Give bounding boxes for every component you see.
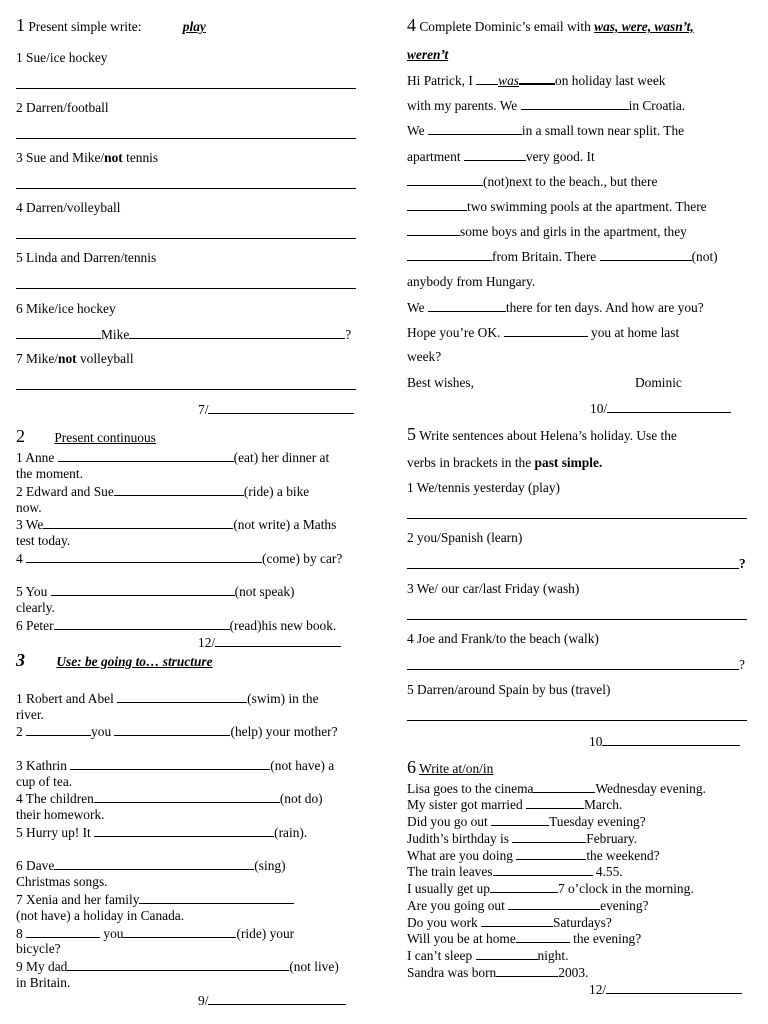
- ex3-l7-blank[interactable]: [139, 891, 294, 904]
- ex4-l4-post: very good. It: [525, 149, 595, 164]
- ex6-l4-post: February.: [586, 831, 638, 846]
- ex2-line-3b: test today.: [16, 533, 71, 548]
- ex2-l2-post: (ride) a bike: [243, 484, 310, 499]
- ex1-title: Present simple write:: [28, 19, 142, 34]
- ex2-l1-pre: 1 Anne: [16, 450, 58, 465]
- ex2-l3-post: (not write) a Maths: [233, 517, 337, 532]
- ex4-line-7: [407, 223, 687, 239]
- ex6-l12-pre: Sandra was born: [407, 965, 497, 980]
- ex1-item-6-blank-2[interactable]: [129, 326, 345, 339]
- ex2-line-5b: clearly.: [16, 600, 55, 615]
- ex5-score: [589, 733, 740, 749]
- ex3-line-9a: [16, 958, 339, 974]
- ex3-l8-mid: you: [100, 926, 124, 941]
- ex4-title-words: was, were, wasn’t,: [594, 19, 694, 34]
- ex4-l8-blank-1[interactable]: [407, 248, 492, 261]
- ex6-l8-pre: Are you going out: [407, 898, 509, 913]
- ex4-l3-pre: We: [407, 123, 428, 138]
- ex3-l8-blank-1[interactable]: [26, 925, 100, 938]
- ex4-l1-blank-2[interactable]: [519, 71, 555, 85]
- ex1-item-7-end: volleyball: [76, 351, 134, 366]
- ex6-heading: [407, 757, 494, 777]
- ex3-title: Use: be going to… structure: [56, 654, 213, 669]
- ex2-title: Present continuous: [54, 430, 156, 445]
- ex6-l9-post: Saturdays?: [553, 915, 612, 930]
- ex3-score: [198, 992, 346, 1008]
- ex1-item-3-text: 3 Sue and Mike/: [16, 150, 105, 165]
- ex2-line-2a: [16, 483, 309, 499]
- ex6-l12-blank[interactable]: [496, 964, 558, 977]
- ex1-item-6: 6 Mike/ice hockey: [16, 301, 116, 316]
- ex6-l5-post: the weekend?: [586, 848, 660, 863]
- ex2-heading: [16, 426, 156, 446]
- ex2-line-4: [16, 550, 342, 566]
- ex1-item-4: 4 Darren/volleyball: [16, 200, 121, 215]
- ex6-l11-blank[interactable]: [476, 947, 538, 960]
- ex6-l3-blank[interactable]: [491, 813, 549, 826]
- ex3-line-4a: [16, 790, 323, 806]
- ex1-item-6-blank-1[interactable]: [16, 326, 101, 339]
- ex3-score-label: 9/: [198, 993, 209, 1008]
- ex5-item-3: 3 We/ our car/last Friday (wash): [407, 581, 580, 596]
- ex4-l7-post: some boys and girls in the apartment, they: [460, 224, 687, 239]
- ex4-line-6: [407, 198, 707, 214]
- ex6-line-8: [407, 897, 649, 913]
- ex4-line-5: [407, 173, 657, 189]
- ex6-line-4: [407, 830, 637, 846]
- ex5-answer-line-2[interactable]: [407, 568, 739, 569]
- ex1-item-5: 5 Linda and Darren/tennis: [16, 250, 157, 265]
- ex6-line-5: [407, 847, 660, 863]
- ex6-number: 6: [407, 757, 416, 777]
- ex6-line-7: [407, 880, 694, 896]
- ex6-l7-post: 7 o’clock in the morning.: [557, 881, 694, 896]
- ex6-l10-blank[interactable]: [516, 930, 570, 943]
- ex3-line-5: [16, 824, 307, 840]
- ex6-l9-blank[interactable]: [481, 914, 553, 927]
- ex5-title: Write sentences about Helena’s holiday. Use the: [419, 428, 677, 443]
- ex5-title-2-text: verbs in brackets in the: [407, 455, 535, 470]
- ex4-l8-mid: from Britain. There: [492, 249, 600, 264]
- ex6-line-2: [407, 796, 622, 812]
- ex2-l4-blank[interactable]: [26, 550, 262, 563]
- ex4-l1-answer: was: [498, 73, 520, 88]
- ex6-line-6: [407, 863, 623, 879]
- ex4-l2-pre: with my parents. We: [407, 98, 521, 113]
- ex5-heading: [407, 424, 677, 444]
- ex4-l1-blank-1[interactable]: [476, 72, 498, 85]
- ex4-line-1: [407, 71, 665, 88]
- ex3-l5-post: (rain).: [274, 825, 308, 840]
- ex3-l1-blank[interactable]: [117, 690, 247, 703]
- ex1-answer-line-7[interactable]: [16, 389, 356, 390]
- ex1-answer-line-1[interactable]: [16, 88, 356, 89]
- ex6-line-9: [407, 914, 612, 930]
- ex4-l7-blank[interactable]: [407, 223, 460, 236]
- ex6-l7-pre: I usually get up: [407, 881, 490, 896]
- ex6-l5-pre: What are you doing: [407, 848, 517, 863]
- ex2-line-1a: [16, 449, 329, 465]
- ex3-l8-pre: 8: [16, 926, 27, 941]
- ex3-line-1b: river.: [16, 707, 44, 722]
- ex3-l6-post: (sing): [254, 858, 286, 873]
- ex6-l1-post: Wednesday evening.: [595, 781, 706, 796]
- ex1-item-2: 2 Darren/football: [16, 100, 109, 115]
- ex2-line-2b: now.: [16, 500, 42, 515]
- ex2-line-5a: [16, 583, 295, 599]
- ex6-l8-blank[interactable]: [508, 897, 600, 910]
- ex2-l6-post: (read)his new book.: [229, 618, 337, 633]
- ex6-l8-post: evening?: [600, 898, 649, 913]
- ex5-title-bold: past simple.: [534, 455, 603, 470]
- ex6-l4-pre: Judith’s birthday is: [407, 831, 513, 846]
- ex2-l2-blank[interactable]: [114, 483, 244, 496]
- ex4-signoff: Best wishes,: [407, 375, 474, 390]
- ex4-signature: Dominic: [635, 375, 682, 390]
- ex1-heading: [16, 15, 206, 35]
- ex1-word: play: [182, 19, 206, 34]
- ex4-number: 4: [407, 15, 416, 35]
- ex6-score: [589, 981, 742, 997]
- ex3-line-6a: [16, 857, 286, 873]
- ex5-answer-line-5[interactable]: [407, 720, 747, 721]
- ex3-line-8b: bicycle?: [16, 941, 61, 956]
- ex3-l2-blank-2[interactable]: [114, 723, 230, 736]
- ex3-line-7a: [16, 891, 294, 907]
- ex4-l6-blank[interactable]: [407, 198, 467, 211]
- ex3-l9-pre: 9 My dad: [16, 959, 68, 974]
- ex4-l3-post: in a small town near split. The: [521, 123, 685, 138]
- ex1-answer-line-2[interactable]: [16, 138, 356, 139]
- ex6-l2-blank[interactable]: [526, 796, 584, 809]
- ex6-l10-pre: Will you be at home: [407, 931, 516, 946]
- ex3-line-1a: [16, 690, 319, 706]
- ex1-score-blank[interactable]: [208, 401, 354, 414]
- ex3-line-9b: in Britain.: [16, 975, 71, 990]
- ex3-number: 3: [16, 650, 25, 670]
- ex3-l9-blank[interactable]: [67, 958, 289, 971]
- ex4-line-8: [407, 248, 718, 264]
- ex4-heading: [407, 15, 694, 35]
- ex1-number: 1: [16, 15, 25, 35]
- ex6-line-12: [407, 964, 588, 980]
- ex3-l6-pre: 6 Dave: [16, 858, 55, 873]
- ex6-line-11: [407, 947, 568, 963]
- ex1-answer-line-4[interactable]: [16, 238, 356, 239]
- ex6-line-3: [407, 813, 646, 829]
- ex2-score: [198, 634, 341, 650]
- ex5-item-4-qmark: ?: [739, 657, 745, 672]
- ex2-l5-blank[interactable]: [51, 583, 235, 596]
- ex4-l2-blank[interactable]: [521, 97, 629, 110]
- ex2-l5-post: (not speak): [234, 584, 295, 599]
- ex4-l5-blank[interactable]: [407, 173, 483, 186]
- ex3-line-7b: (not have) a holiday in Canada.: [16, 908, 185, 923]
- ex6-score-label: 12/: [589, 982, 607, 997]
- ex6-title: Write at/on/in: [419, 761, 494, 776]
- ex6-l1-blank[interactable]: [533, 780, 595, 793]
- ex5-item-2-qmark: ?: [739, 556, 746, 571]
- ex4-title-words-2: weren’t: [407, 47, 449, 62]
- ex3-line-3b: cup of tea.: [16, 774, 73, 789]
- ex6-l11-post: night.: [537, 948, 569, 963]
- ex1-item-1: 1 Sue/ice hockey: [16, 50, 108, 65]
- ex2-l5-pre: 5 You: [16, 584, 51, 599]
- ex4-line-9: anybody from Hungary.: [407, 274, 536, 289]
- ex2-line-1b: the moment.: [16, 466, 83, 481]
- ex4-l11-blank[interactable]: [504, 324, 588, 337]
- ex3-l2-pre: 2: [16, 724, 27, 739]
- ex2-l1-blank[interactable]: [58, 449, 234, 462]
- ex3-l4-pre: 4 The children: [16, 791, 94, 806]
- ex1-score-label: 7/: [198, 402, 209, 417]
- ex1-item-3-end: tennis: [122, 150, 159, 165]
- ex1-item-3-not: not: [104, 150, 123, 165]
- ex5-answer-line-4[interactable]: [407, 669, 739, 670]
- ex6-l7-blank[interactable]: [490, 880, 558, 893]
- ex1-item-6-mike: Mike: [101, 327, 130, 342]
- ex1-item-7: [16, 351, 134, 366]
- ex4-l2-post: in Croatia.: [628, 98, 686, 113]
- ex1-item-6-qmark: ?: [345, 327, 352, 342]
- ex3-heading: [16, 650, 213, 670]
- ex3-l5-blank[interactable]: [94, 824, 274, 837]
- ex1-item-7-text: 7 Mike/: [16, 351, 59, 366]
- ex1-item-7-not: not: [58, 351, 77, 366]
- ex3-l3-blank[interactable]: [70, 757, 270, 770]
- ex4-l11-pre: Hope you’re OK.: [407, 325, 504, 340]
- ex3-l5-pre: 5 Hurry up! It: [16, 825, 95, 840]
- ex4-l4-blank[interactable]: [464, 148, 526, 161]
- ex6-l2-pre: My sister got married: [407, 797, 527, 812]
- ex4-l10-pre: We: [407, 300, 428, 315]
- ex4-l10-blank[interactable]: [428, 299, 506, 312]
- ex3-line-3a: [16, 757, 334, 773]
- ex2-l3-blank[interactable]: [43, 516, 233, 529]
- ex3-l8-blank-2[interactable]: [123, 925, 236, 938]
- ex1-item-3: [16, 150, 158, 165]
- ex3-l3-pre: 3 Kathrin: [16, 758, 71, 773]
- ex1-answer-line-3[interactable]: [16, 188, 356, 189]
- ex6-line-1: [407, 780, 706, 796]
- ex4-line-4: [407, 148, 595, 164]
- ex5-answer-line-1[interactable]: [407, 518, 747, 519]
- ex3-line-2: [16, 723, 338, 739]
- ex2-l1-post: (eat) her dinner at: [233, 450, 330, 465]
- ex4-score: [590, 400, 731, 416]
- ex3-l9-post: (not live): [289, 959, 339, 974]
- ex2-l6-blank[interactable]: [54, 617, 230, 630]
- ex6-l6-post: 4.55.: [592, 864, 623, 879]
- ex1-item-6-answer: [16, 326, 351, 342]
- ex3-l1-post: (swim) in the: [247, 691, 319, 706]
- ex4-score-label: 10/: [590, 401, 608, 416]
- ex4-line-2: [407, 97, 685, 113]
- ex3-l4-blank[interactable]: [94, 790, 280, 803]
- ex2-l4-pre: 4: [16, 551, 27, 566]
- ex5-number: 5: [407, 424, 416, 444]
- ex6-l9-pre: Do you work: [407, 915, 482, 930]
- ex6-l4-blank[interactable]: [512, 830, 586, 843]
- ex4-l11-post: you at home last: [587, 325, 680, 340]
- ex6-l12-post: 2003.: [558, 965, 589, 980]
- ex4-score-blank[interactable]: [607, 400, 731, 413]
- ex6-l11-pre: I can’t sleep: [407, 948, 476, 963]
- ex2-line-3a: [16, 516, 336, 532]
- ex3-score-blank[interactable]: [208, 992, 346, 1005]
- ex4-title: Complete Dominic’s email with: [419, 19, 595, 34]
- ex6-l1-pre: Lisa goes to the cinema: [407, 781, 534, 796]
- ex2-l2-pre: 2 Edward and Sue: [16, 484, 114, 499]
- ex4-l4-pre: apartment: [407, 149, 464, 164]
- ex6-l2-post: March.: [584, 797, 623, 812]
- ex1-score: [198, 401, 354, 417]
- ex4-l1-post: on holiday last week: [555, 73, 666, 88]
- ex2-score-blank[interactable]: [215, 634, 341, 647]
- ex2-l3-pre: 3 We: [16, 517, 44, 532]
- ex6-l3-pre: Did you go out: [407, 814, 492, 829]
- ex4-l8-post: (not): [691, 249, 718, 264]
- ex5-item-4: 4 Joe and Frank/to the beach (walk): [407, 631, 599, 646]
- ex3-l3-post: (not have) a: [270, 758, 335, 773]
- ex6-l3-post: Tuesday evening?: [549, 814, 646, 829]
- ex3-l4-post: (not do): [279, 791, 323, 806]
- ex4-l10-post: there for ten days. And how are you?: [505, 300, 704, 315]
- ex3-l8-post: (ride) your: [236, 926, 295, 941]
- ex4-l5-post: (not)next to the beach., but there: [483, 174, 658, 189]
- ex3-line-6b: Christmas songs.: [16, 874, 108, 889]
- ex3-l2-blank-1[interactable]: [26, 723, 91, 736]
- ex2-line-6: [16, 617, 336, 633]
- ex2-score-label: 12/: [198, 635, 216, 650]
- ex3-l2-mid: you: [91, 724, 115, 739]
- ex3-l7-pre: 7 Xenia and her family: [16, 892, 140, 907]
- ex3-line-8a: [16, 925, 294, 941]
- ex5-score-blank[interactable]: [602, 733, 740, 746]
- ex4-line-12: week?: [407, 349, 442, 364]
- ex4-l8-blank-2[interactable]: [600, 248, 692, 261]
- ex3-l2-post: (help) your mother?: [230, 724, 338, 739]
- ex6-line-10: [407, 930, 641, 946]
- ex4-l1-pre: Hi Patrick, I: [407, 73, 477, 88]
- ex6-l10-post: the evening?: [569, 931, 642, 946]
- ex5-title-line-2: [407, 455, 602, 470]
- ex2-number: 2: [16, 426, 25, 446]
- ex5-score-label: 10: [589, 734, 603, 749]
- ex1-answer-line-5[interactable]: [16, 288, 356, 289]
- ex4-line-10: [407, 299, 704, 315]
- ex4-l6-post: two swimming pools at the apartment. There: [467, 199, 707, 214]
- ex6-l5-blank[interactable]: [516, 847, 586, 860]
- ex4-line-11: [407, 324, 679, 340]
- ex6-l6-pre: The train leaves: [407, 864, 493, 879]
- ex5-item-1: 1 We/tennis yesterday (play): [407, 480, 560, 495]
- ex4-l3-blank[interactable]: [428, 122, 522, 135]
- ex5-item-5: 5 Darren/around Spain by bus (travel): [407, 682, 611, 697]
- ex3-line-4b: their homework.: [16, 807, 105, 822]
- ex5-item-2: 2 you/Spanish (learn): [407, 530, 523, 545]
- ex3-l1-pre: 1 Robert and Abel: [16, 691, 118, 706]
- ex5-answer-line-3[interactable]: [407, 619, 747, 620]
- ex6-l6-blank[interactable]: [493, 863, 593, 876]
- ex4-line-3: [407, 122, 684, 138]
- ex3-l6-blank[interactable]: [54, 857, 254, 870]
- ex6-score-blank[interactable]: [606, 981, 742, 994]
- ex2-l6-pre: 6 Peter: [16, 618, 54, 633]
- ex2-l4-post: (come) by car?: [262, 551, 343, 566]
